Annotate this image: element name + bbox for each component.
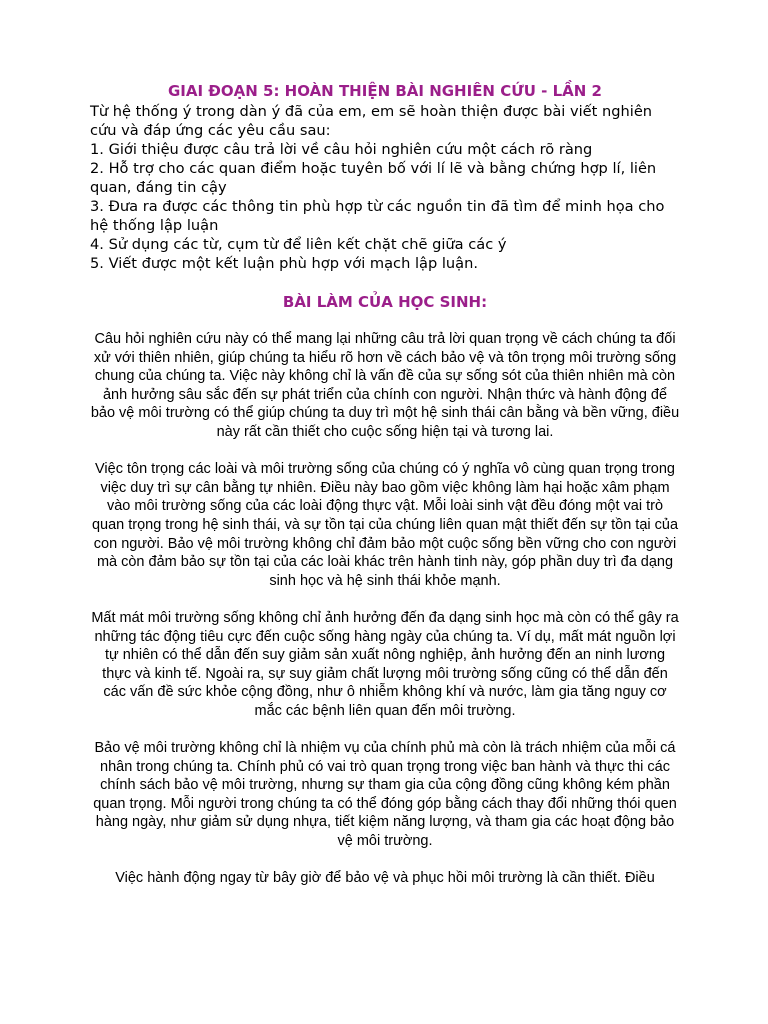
- requirement-item: 2. Hỗ trợ cho các quan điểm hoặc tuyên bố với lí lẽ và bằng chứng hợp lí, liên quan, đáng tin cậy: [90, 160, 657, 196]
- requirement-item: 5. Viết được một kết luận phù hợp với mạch lập luận.: [90, 255, 479, 272]
- essay-paragraph: Bảo vệ môi trường không chỉ là nhiệm vụ của chính phủ mà còn là trách nhiệm của mỗi cá nhân trong chúng ta. Chính phủ có vai trò quan trọng trong việc ban hành và thực thi các chính sách bảo vệ môi trường, nhưng sự tham gia của cộng đồng cũng không kém phần quan trọng. Mỗi người trong chúng ta có thể đóng góp bằng cách thay đổi những thói quen hàng ngày, như giảm sử dụng nhựa, tiết kiệm năng lượng, và tham gia các hoạt động bảo vệ môi trường.: [93, 740, 677, 850]
- student-work-heading: BÀI LÀM CỦA HỌC SINH:: [282, 293, 488, 311]
- essay-paragraph: Mất mát môi trường sống không chỉ ảnh hưởng đến đa dạng sinh học mà còn có thể gây ra những tác động tiêu cực đến cuộc sống hàng ngày của chúng ta. Ví dụ, mất mát nguồn lợi tự nhiên có thể dẫn đến suy giảm sản xuất nông nghiệp, ảnh hưởng đến an ninh lương thực và kinh tế. Ngoài ra, sự suy giảm chất lượng môi trường sống cũng có thể dẫn đến các vấn đề sức khỏe cộng đồng, như ô nhiễm không khí và nước, làm gia tăng nguy cơ mắc các bệnh liên quan đến môi trường.: [91, 609, 679, 719]
- stage-title: GIAI ĐOẠN 5: HOÀN THIỆN BÀI NGHIÊN CỨU - LẦN 2: [168, 82, 602, 100]
- requirement-item: 4. Sử dụng các từ, cụm từ để liên kết chặt chẽ giữa các ý: [90, 236, 507, 253]
- student-essay: [90, 330, 680, 888]
- instructions: [90, 102, 680, 273]
- intro-text: Từ hệ thống ý trong dàn ý đã của em, em sẽ hoàn thiện được bài viết nghiên cứu và đáp ứng các yêu cầu sau:: [90, 103, 653, 139]
- requirement-item: 1. Giới thiệu được câu trả lời về câu hỏi nghiên cứu một cách rõ ràng: [90, 141, 593, 158]
- essay-paragraph: Câu hỏi nghiên cứu này có thể mang lại những câu trả lời quan trọng về cách chúng ta đối xử với thiên nhiên, giúp chúng ta hiểu rõ hơn về cách bảo vệ và tôn trọng môi trường sống chung của chúng ta. Việc này không chỉ là vấn đề của sự sống sót của thiên nhiên mà còn ảnh hưởng sâu sắc đến sự phát triển của chính con người. Nhận thức và hành động để bảo vệ môi trường có thể giúp chúng ta duy trì một hệ sinh thái cân bằng và bền vững, điều này rất cần thiết cho cuộc sống hiện tại và tương lai.: [90, 331, 680, 440]
- document-page: [90, 80, 680, 906]
- essay-paragraph: Việc hành động ngay từ bây giờ để bảo vệ và phục hồi môi trường là cần thiết. Điều: [115, 870, 655, 887]
- essay-paragraph: Việc tôn trọng các loài và môi trường sống của chúng có ý nghĩa vô cùng quan trọng trong việc duy trì sự cân bằng tự nhiên. Điều này bao gồm việc không làm hại hoặc xâm phạm vào môi trường sống của các loài động thực vật. Mỗi loài sinh vật đều đóng một vai trò quan trọng trong hệ sinh thái, và sự tồn tại của chúng liên quan mật thiết đến sự tồn tại của con người. Bảo vệ môi trường không chỉ đảm bảo một cuộc sống bền vững cho con người mà còn đảm bảo sự tồn tại của các loài khác trên hành tinh này, góp phần duy trì đa dạng sinh học và hệ sinh thái khỏe mạnh.: [91, 461, 679, 589]
- requirement-item: 3. Đưa ra được các thông tin phù hợp từ các nguồn tin đã tìm để minh họa cho hệ thống lập luận: [90, 198, 665, 234]
- requirements-list: [90, 140, 680, 273]
